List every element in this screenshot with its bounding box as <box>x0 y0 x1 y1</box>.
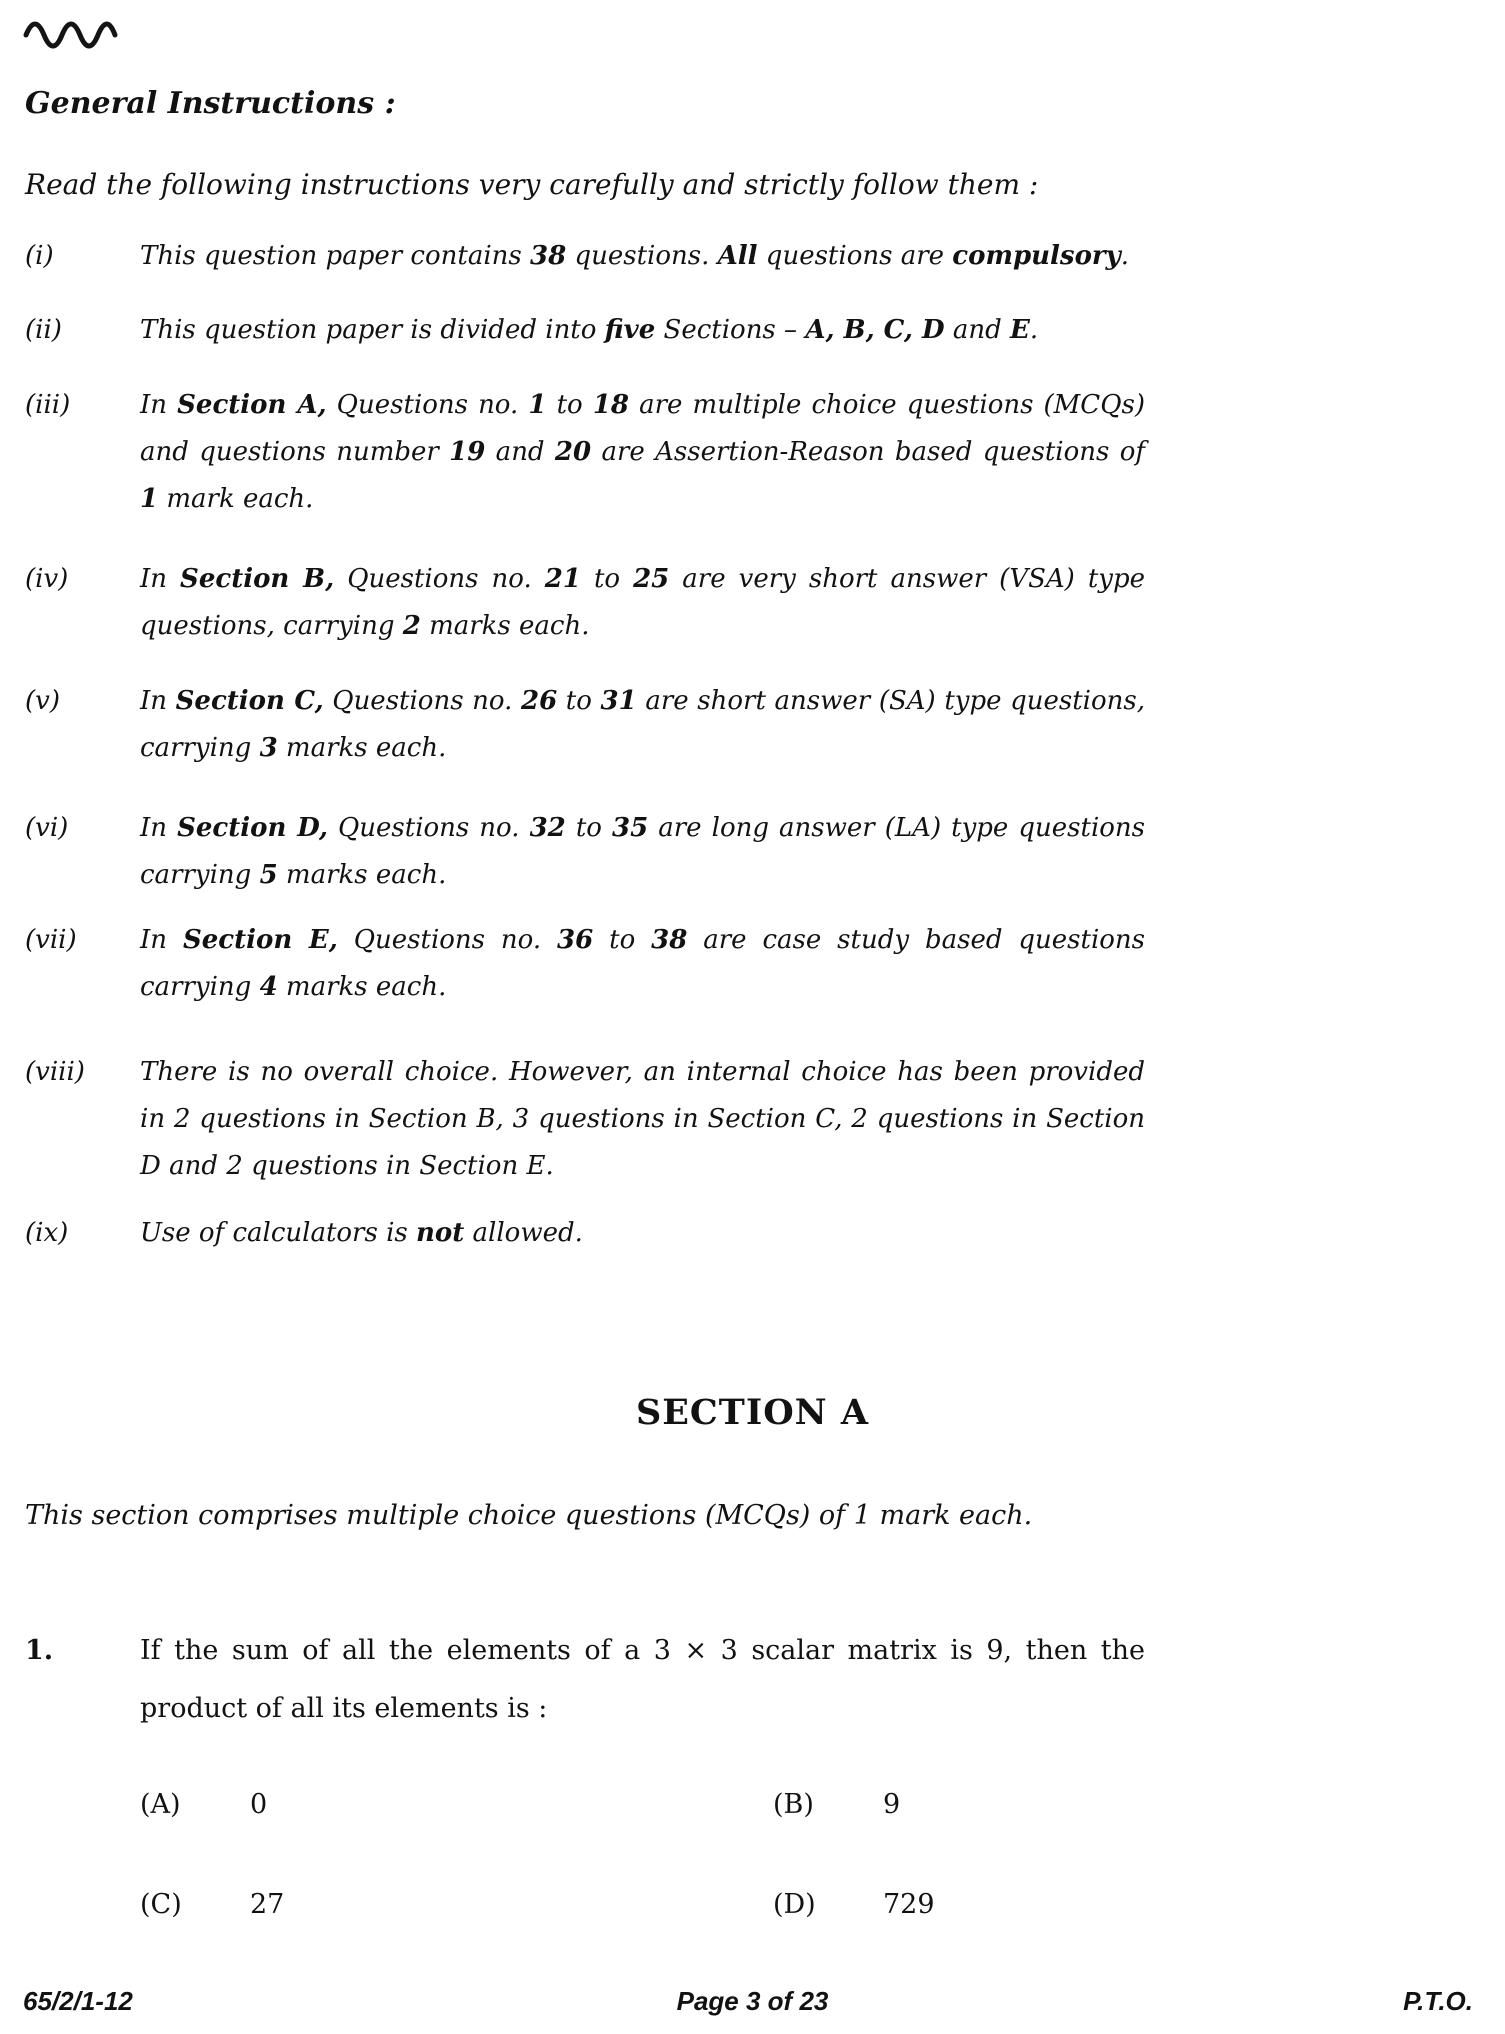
wave-squiggle-icon <box>22 10 122 54</box>
instruction-text: This question paper contains 38 questions. All questions are compulsory. <box>140 241 1129 271</box>
instruction-text: This question paper is divided into five Sections – A, B, C, D and E. <box>140 315 1039 345</box>
option-d <box>773 1888 935 1922</box>
option-c-label: (C) <box>140 1889 182 1920</box>
option-c <box>140 1888 284 1922</box>
footer-page-number: Page 3 of 23 <box>676 1986 829 2016</box>
instruction-text: In Section E, Questions no. 36 to 38 are case study based questions carrying 4 marks each. <box>140 925 1146 1002</box>
instruction-item-iv <box>25 556 1145 650</box>
instruction-number: (ix) <box>25 1218 69 1248</box>
general-instructions-heading: General Instructions : <box>25 86 396 121</box>
option-d-value: 729 <box>883 1889 935 1920</box>
general-instructions-intro: Read the following instructions very carefully and strictly follow them : <box>25 168 1039 201</box>
instruction-item-v <box>25 678 1145 772</box>
instruction-number: (vi) <box>25 813 69 843</box>
instruction-item-viii <box>25 1049 1145 1190</box>
instruction-item-ii <box>25 307 1145 354</box>
instruction-text: In Section C, Questions no. 26 to 31 are short answer (SA) type questions, carrying 3 marks each. <box>140 686 1145 763</box>
instruction-item-vi <box>25 805 1145 899</box>
option-b <box>773 1788 900 1822</box>
instruction-item-vii <box>25 917 1145 1011</box>
instruction-text: In Section B, Questions no. 21 to 25 are very short answer (VSA) type questions, carrying 2 marks each. <box>140 564 1146 641</box>
option-d-label: (D) <box>773 1889 816 1920</box>
section-a-description: This section comprises multiple choice questions (MCQs) of 1 mark each. <box>25 1500 1033 1531</box>
instruction-number: (viii) <box>25 1057 85 1087</box>
question-text-line-2: product of all its elements is : <box>140 1693 548 1724</box>
instruction-number: (vii) <box>25 925 77 955</box>
instruction-item-ix <box>25 1210 1145 1257</box>
option-a-label: (A) <box>140 1789 181 1820</box>
question-number: 1. <box>25 1635 54 1666</box>
option-b-value: 9 <box>883 1789 901 1820</box>
option-c-value: 27 <box>250 1889 285 1920</box>
instruction-text: In Section A, Questions no. 1 to 18 are multiple choice questions (MCQs) and questions number 19 and 20 are Assertion-Reason based questions of 1 mark each. <box>140 390 1146 514</box>
footer-paper-code: 65/2/1-12 <box>23 1986 133 2016</box>
instruction-number: (iii) <box>25 390 71 420</box>
instruction-number: (v) <box>25 686 60 716</box>
option-b-label: (B) <box>773 1789 814 1820</box>
instruction-text: Use of calculators is not allowed. <box>140 1218 583 1248</box>
question-text <box>140 1622 1145 1738</box>
option-a <box>140 1788 267 1822</box>
instruction-item-i <box>25 233 1145 280</box>
instruction-number: (iv) <box>25 564 69 594</box>
question-text-line-1: If the sum of all the elements of a 3 × 3 scalar matrix is 9, then the <box>140 1635 1145 1666</box>
instruction-number: (ii) <box>25 315 62 345</box>
question-1 <box>25 1622 1145 1738</box>
section-a-heading: SECTION A <box>635 1392 870 1433</box>
option-a-value: 0 <box>250 1789 268 1820</box>
footer-pto: P.T.O. <box>1403 1986 1473 2016</box>
instruction-text: In Section D, Questions no. 32 to 35 are long answer (LA) type questions carrying 5 marks each. <box>140 813 1146 890</box>
instruction-text: There is no overall choice. However, an internal choice has been provided in 2 questions in Section B, 3 questions in Section C, 2 questions in Section D and 2 questions in Section E. <box>140 1057 1145 1181</box>
instruction-item-iii <box>25 382 1145 523</box>
instruction-number: (i) <box>25 241 54 271</box>
